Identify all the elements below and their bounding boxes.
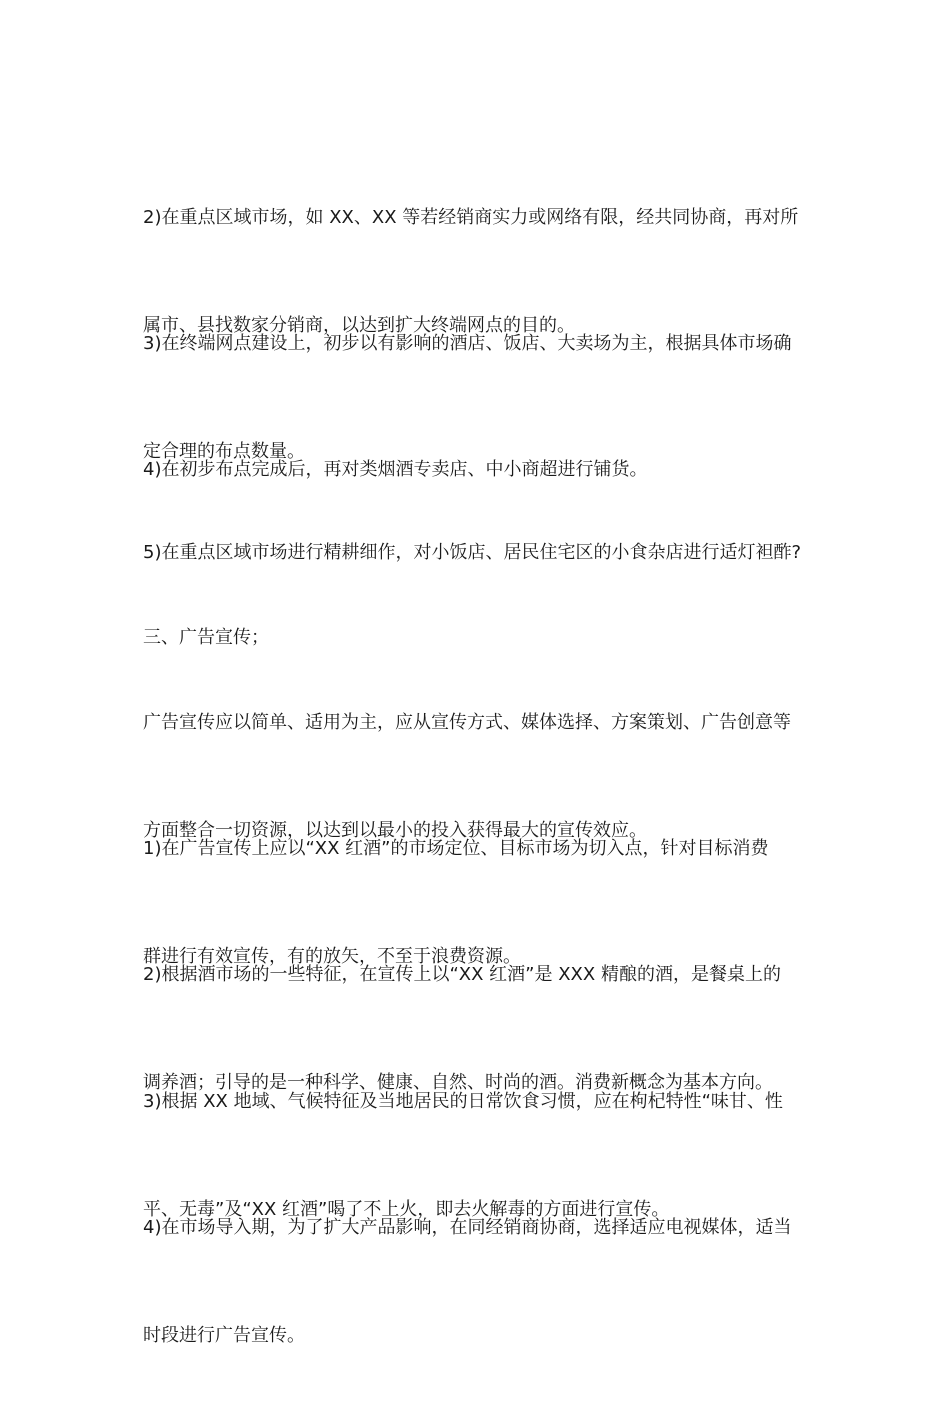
section-heading: 三、广告宣传； — [143, 627, 269, 648]
text-line: 广告宣传应以简单、适用为主，应从宣传方式、媒体选择、方案策划、广告创意等 — [143, 712, 791, 733]
text-line: 2)在重点区域市场，如 XX、XX 等若经销商实力或网络有限，经共同协商，再对所 — [143, 207, 799, 228]
text-line: 4)在市场导入期，为了扩大产品影响，在同经销商协商，选择适应电视媒体，适当 — [143, 1217, 792, 1238]
text-line: 5)在重点区域市场进行精耕细作，对小饭店、居民住宅区的小食杂店进行适灯袒酢? — [143, 542, 802, 563]
text-line: 平、无毒”及“XX 红酒”喝了不上火，即去火解毒的方面进行宣传。 — [143, 1199, 670, 1220]
text-line: 方面整合一切资源，以达到以最小的投入获得最大的宣传效应。 — [143, 820, 647, 841]
text-line: 2)根据酒市场的一些特征，在宣传上以“XX 红酒”是 XXX 精酿的酒，是餐桌上的 — [143, 964, 781, 985]
paragraph-tv-media — [143, 1138, 815, 1426]
text-line: 3)在终端网点建设上，初步以有影响的酒店、饭店、大卖场为主，根据具体市场确 — [143, 333, 792, 354]
text-line: 1)在广告宣传上应以“XX 红酒”的市场定位、目标市场为切入点，针对目标消费 — [143, 838, 769, 859]
text-line: 定合理的布点数量。 — [143, 441, 305, 462]
text-line: 调养酒；引导的是一种科学、健康、自然、时尚的酒。消费新概念为基本方向。 — [143, 1072, 773, 1093]
text-line: 群进行有效宣传，有的放矢，不至于浪费资源。 — [143, 946, 521, 967]
text-line: 属市、县找数家分销商，以达到扩大终端网点的目的。 — [143, 315, 575, 336]
text-line: 4)在初步布点完成后，再对类烟酒专卖店、中小商超进行铺货。 — [143, 459, 648, 480]
text-line: 时段进行广告宣传。 — [143, 1325, 305, 1346]
text-line: 3)根据 XX 地域、气候特征及当地居民的日常饮食习惯，应在枸杞特性“味甘、性 — [143, 1091, 783, 1112]
